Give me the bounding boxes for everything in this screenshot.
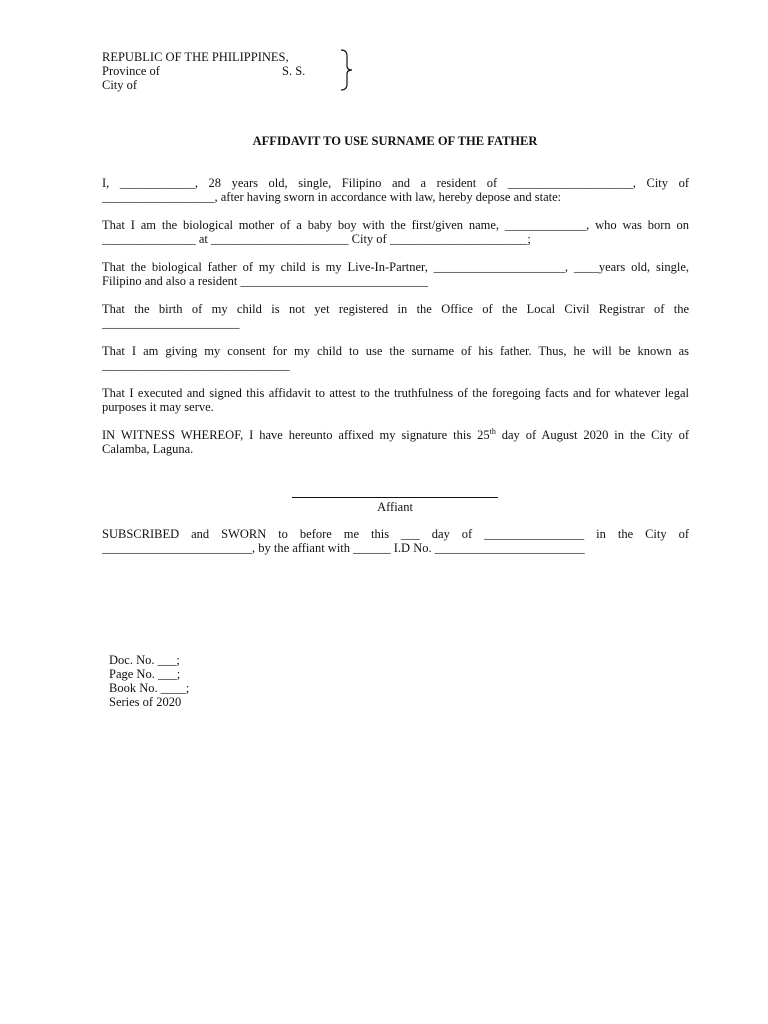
paragraph-subscribed: SUBSCRIBED and SWORN to before me this ___ day of ________________ in the City of ________________________, by the affiant with ______ I.D No. ________________________ bbox=[102, 527, 689, 555]
ss-label: S. S. bbox=[282, 64, 306, 78]
paragraph-mother: That I am the biological mother of a baby boy with the first/given name, _____________, who was born on _______________ at ______________________ City of ______________________; bbox=[102, 218, 689, 246]
paragraph-witness bbox=[102, 428, 689, 456]
paragraph-registration: That the birth of my child is not yet registered in the Office of the Local Civil Registrar of the ______________________ bbox=[102, 302, 689, 330]
doc-number: Doc. No. ___; bbox=[109, 653, 180, 667]
city-line: City of bbox=[102, 78, 138, 92]
notarial-register bbox=[109, 653, 189, 709]
witness-text-after: day of August 2020 in the City of Calamba, Laguna. bbox=[102, 428, 689, 456]
witness-superscript: th bbox=[489, 426, 496, 436]
curly-brace-icon bbox=[338, 48, 356, 92]
province-line bbox=[102, 64, 306, 78]
series-year: Series of 2020 bbox=[109, 695, 182, 709]
paragraph-purpose: That I executed and signed this affidavit to attest to the truthfulness of the foregoing facts and for whatever legal purposes it may serve. bbox=[102, 386, 689, 414]
document-title: AFFIDAVIT TO USE SURNAME OF THE FATHER bbox=[252, 134, 538, 148]
page-number: Page No. ___; bbox=[109, 667, 181, 681]
book-number: Book No. ____; bbox=[109, 681, 190, 695]
paragraph-intro: I, ____________, 28 years old, single, Filipino and a resident of ____________________, City of __________________, after having sworn in accordance with law, hereby depose and state: bbox=[102, 176, 689, 204]
republic-line: REPUBLIC OF THE PHILIPPINES, bbox=[102, 50, 289, 64]
province-label: Province of bbox=[102, 64, 160, 78]
affidavit-body bbox=[102, 176, 689, 456]
jurat-section bbox=[102, 527, 689, 555]
affiant-label: Affiant bbox=[377, 500, 413, 514]
witness-text-before: IN WITNESS WHEREOF, I have hereunto affixed my signature this 25 bbox=[102, 428, 490, 442]
affiant-signature-line bbox=[292, 497, 498, 515]
venue-caption bbox=[102, 50, 306, 92]
paragraph-consent: That I am giving my consent for my child to use the surname of his father. Thus, he will be known as ______________________________ bbox=[102, 344, 689, 372]
paragraph-father: That the biological father of my child is my Live-In-Partner, _____________________, ____years old, single, Filipino and also a resident ______________________________ bbox=[102, 260, 689, 288]
